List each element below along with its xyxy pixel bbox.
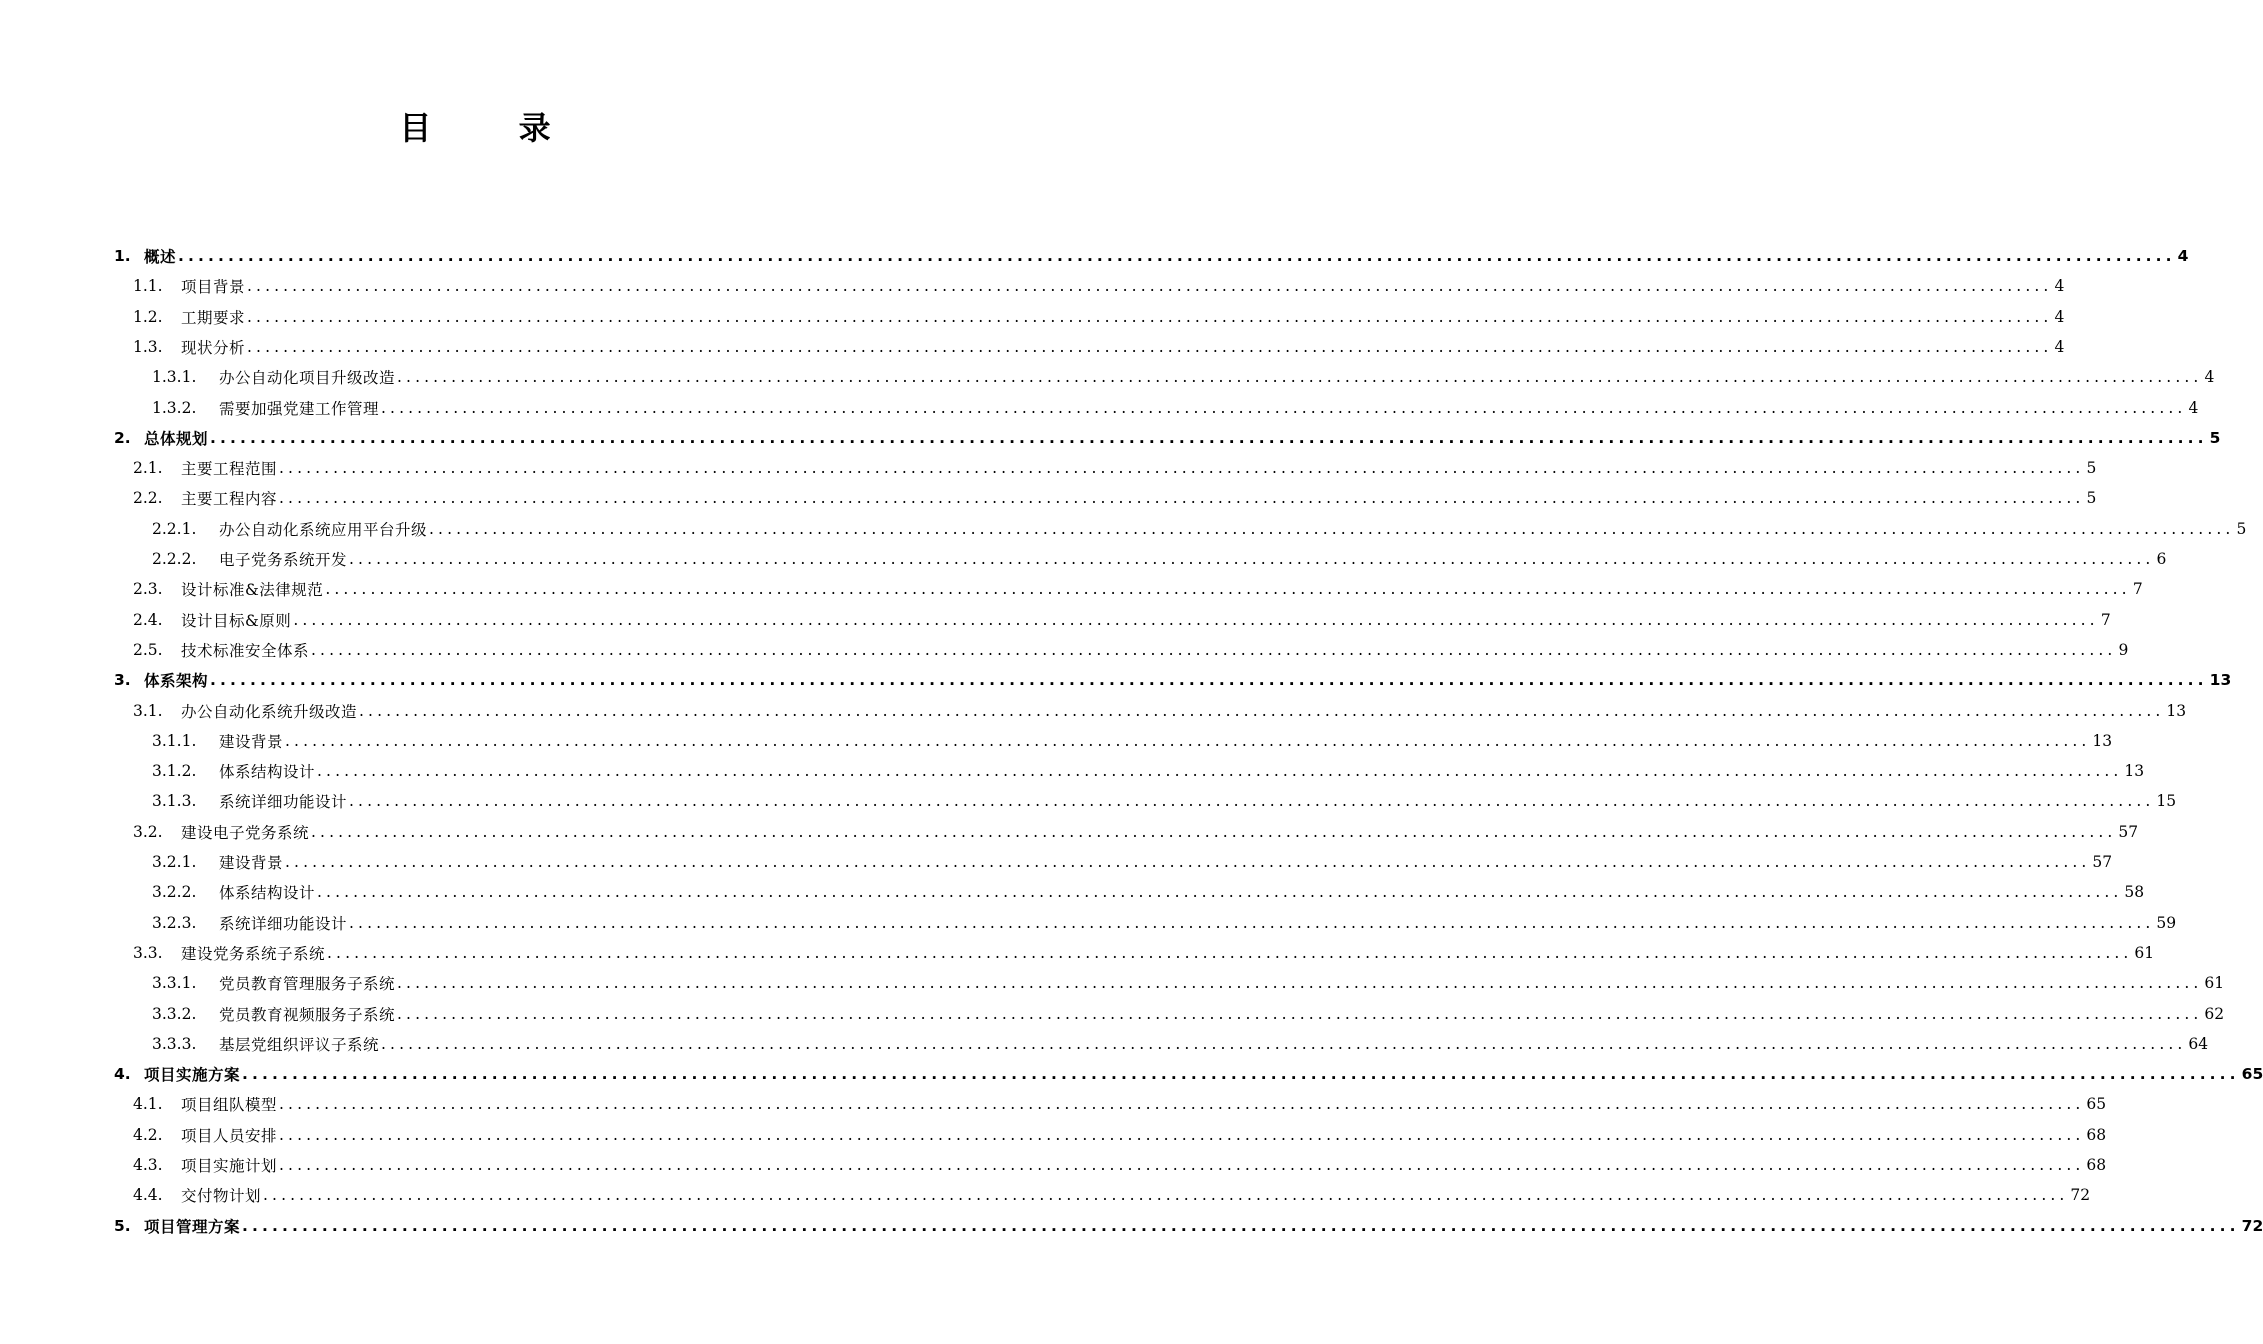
toc-entry-page-number: 5: [2236, 519, 2247, 538]
toc-entry[interactable]: [152, 786, 2177, 816]
toc-entry-label: 电子党务系统开发: [219, 551, 348, 569]
toc-entry-page-number: 72: [2241, 1216, 2263, 1235]
toc-entry[interactable]: [114, 423, 2221, 453]
toc-entry-number: 3.1.: [133, 701, 163, 720]
toc-entry-page-number: 5: [2086, 489, 2097, 508]
toc-entry-number: 3.3.2.: [152, 1004, 197, 1023]
toc-dot-leader: ........................................................................................................................................................................................................: [381, 398, 2187, 417]
toc-entry-label: 项目实施计划: [181, 1157, 278, 1175]
toc-entry-label: 设计标准&法律规范: [181, 581, 324, 600]
toc-dot-leader: ........................................................................................................................................................................................................: [285, 731, 2091, 750]
toc-dot-leader: ........................................................................................................................................................................................................: [317, 762, 2123, 781]
toc-dot-leader: ........................................................................................................................................................................................................: [279, 1125, 2085, 1144]
toc-entry-page-number: 61: [2134, 943, 2155, 962]
toc-dot-leader: ........................................................................................................................................................................................................: [263, 1186, 2069, 1205]
toc-dot-leader: ........................................................................................................................................................................................................: [210, 671, 2208, 690]
toc-entry-number: 1.3.: [133, 337, 163, 356]
toc-entry-page-number: 7: [2132, 580, 2143, 599]
toc-entry-number: 4.4.: [133, 1186, 163, 1205]
toc-entry-number: 1.3.1.: [152, 368, 197, 387]
toc-entry-number: 3.2.1.: [152, 853, 197, 871]
toc-entry-page-number: 6: [2156, 550, 2167, 568]
toc-entry-page-number: 13: [2092, 731, 2113, 750]
toc-entry[interactable]: [114, 241, 2189, 271]
toc-entry[interactable]: [133, 817, 2139, 847]
toc-entry-label: 概述: [144, 248, 177, 266]
toc-entry-number: 4.3.: [133, 1156, 163, 1174]
toc-entry-label: 办公自动化系统升级改造: [181, 702, 358, 721]
toc-entry-label: 建设背景: [219, 732, 284, 751]
toc-entry-number: 2.4.: [133, 610, 163, 629]
toc-entry[interactable]: [152, 999, 2225, 1029]
toc-entry[interactable]: [133, 332, 2065, 362]
toc-dot-leader: ........................................................................................................................................................................................................: [247, 277, 2053, 296]
toc-entry-page-number: 65: [2086, 1095, 2107, 1114]
toc-entry-page-number: 4: [2054, 307, 2065, 326]
toc-entry-label: 主要工程范围: [181, 460, 278, 479]
toc-entry-label: 项目组队模型: [181, 1096, 278, 1115]
toc-entry[interactable]: [152, 1029, 2209, 1059]
toc-entry[interactable]: [133, 453, 2097, 483]
toc-dot-leader: ........................................................................................................................................................................................................: [397, 368, 2203, 387]
toc-entry-page-number: 65: [2241, 1065, 2263, 1084]
toc-entry[interactable]: [152, 756, 2145, 786]
toc-entry-number: 2.2.1.: [152, 519, 197, 538]
toc-entry-label: 办公自动化系统应用平台升级: [219, 520, 428, 539]
toc-dot-leader: ........................................................................................................................................................................................................: [397, 1004, 2203, 1023]
toc-entry[interactable]: [152, 877, 2145, 907]
toc-entry-page-number: 9: [2118, 640, 2129, 659]
toc-dot-leader: ........................................................................................................................................................................................................: [210, 428, 2208, 447]
toc-entry-page-number: 57: [2118, 822, 2139, 841]
toc-entry-number: 5.: [114, 1216, 131, 1235]
toc-entry-label: 工期要求: [181, 308, 246, 327]
toc-entry-page-number: 4: [2054, 277, 2065, 296]
toc-entry-number: 4.2.: [133, 1125, 163, 1144]
toc-entry[interactable]: [133, 1180, 2091, 1210]
toc-entry-page-number: 4: [2204, 368, 2215, 387]
toc-entry-page-number: 61: [2204, 974, 2225, 993]
toc-entry-page-number: 59: [2156, 913, 2177, 932]
toc-dot-leader: ........................................................................................................................................................................................................: [279, 489, 2085, 508]
toc-dot-leader: ........................................................................................................................................................................................................: [311, 640, 2117, 659]
toc-entry-number: 3.3.1.: [152, 974, 197, 993]
toc-entry[interactable]: [152, 726, 2113, 756]
toc-entry[interactable]: [133, 1089, 2107, 1119]
toc-entry-number: 3.: [114, 671, 131, 690]
toc-dot-leader: ........................................................................................................................................................................................................: [397, 974, 2203, 993]
toc-entry-number: 2.1.: [133, 459, 163, 478]
toc-entry-number: 2.2.: [133, 489, 163, 508]
toc-entry[interactable]: [114, 665, 2232, 695]
toc-entry-label: 系统详细功能设计: [219, 914, 348, 933]
toc-dot-leader: ........................................................................................................................................................................................................: [317, 883, 2123, 902]
toc-entry[interactable]: [152, 968, 2225, 998]
toc-entry-page-number: 68: [2086, 1125, 2107, 1144]
toc-entry[interactable]: [133, 574, 2143, 604]
toc-entry-page-number: 7: [2100, 610, 2111, 629]
toc-entry-label: 项目管理方案: [144, 1217, 241, 1236]
toc-dot-leader: ........................................................................................................................................................................................................: [279, 1095, 2085, 1114]
toc-title: 目 录: [399, 109, 589, 147]
toc-entry-page-number: 68: [2086, 1156, 2107, 1174]
toc-entry-label: 设计目标&原则: [181, 611, 292, 630]
toc-entry-page-number: 4: [2188, 398, 2199, 417]
toc-dot-leader: ........................................................................................................................................................................................................: [279, 1156, 2085, 1174]
toc-entry-label: 体系架构: [144, 672, 209, 691]
toc-entry[interactable]: [133, 605, 2111, 635]
toc-entry-number: 1.3.2.: [152, 398, 197, 417]
toc-entry-number: 3.3.: [133, 943, 163, 962]
toc-entry-number: 2.5.: [133, 640, 163, 659]
toc-entry-label: 党员教育管理服务子系统: [219, 975, 396, 994]
toc-entry-number: 3.1.1.: [152, 731, 197, 750]
toc-dot-leader: ........................................................................................................................................................................................................: [279, 459, 2085, 478]
toc-dot-leader: ........................................................................................................................................................................................................: [242, 1065, 2240, 1084]
toc-entry[interactable]: [133, 271, 2065, 301]
toc-entry[interactable]: [133, 1120, 2107, 1150]
toc-entry-label: 基层党组织评议子系统: [219, 1035, 380, 1054]
toc-entry-page-number: 4: [2054, 337, 2065, 356]
toc-entry-label: 办公自动化项目升级改造: [219, 369, 396, 388]
toc-entry-number: 3.2.2.: [152, 883, 197, 902]
toc-entry[interactable]: [152, 908, 2177, 938]
toc-dot-leader: ........................................................................................................................................................................................................: [178, 247, 2176, 265]
toc-entry-label: 技术标准安全体系: [181, 641, 310, 660]
toc-entry-number: 3.2.: [133, 822, 163, 841]
toc-entry-label: 项目背景: [181, 278, 246, 297]
toc-entry-number: 3.2.3.: [152, 913, 197, 932]
toc-entry-number: 1.1.: [133, 277, 163, 296]
toc-entry[interactable]: [152, 393, 2199, 423]
toc-entry-page-number: 13: [2209, 671, 2232, 690]
toc-entry-number: 4.: [114, 1065, 131, 1084]
toc-entry[interactable]: [133, 302, 2065, 332]
toc-entry-page-number: 62: [2204, 1004, 2225, 1023]
toc-dot-leader: ........................................................................................................................................................................................................: [325, 580, 2131, 599]
toc-entry-label: 建设党务系统子系统: [181, 944, 326, 963]
toc-entry-page-number: 5: [2209, 428, 2221, 447]
toc-entry-label: 总体规划: [144, 429, 209, 448]
toc-entry-page-number: 5: [2086, 459, 2097, 478]
toc-entry-number: 4.1.: [133, 1095, 163, 1114]
toc-dot-leader: ........................................................................................................................................................................................................: [359, 701, 2165, 720]
toc-dot-leader: ........................................................................................................................................................................................................: [242, 1216, 2240, 1235]
toc-entry-label: 需要加强党建工作管理: [219, 399, 380, 418]
toc-entry-page-number: 64: [2188, 1034, 2209, 1053]
toc-dot-leader: ........................................................................................................................................................................................................: [349, 792, 2155, 811]
toc-entry-number: 3.3.3.: [152, 1034, 197, 1053]
toc-entry[interactable]: [133, 1150, 2107, 1180]
toc-dot-leader: ........................................................................................................................................................................................................: [349, 550, 2155, 568]
toc-entry-page-number: 57: [2092, 853, 2113, 871]
toc-entry-label: 体系结构设计: [219, 763, 316, 782]
toc-entry-page-number: 13: [2166, 701, 2187, 720]
toc-dot-leader: ........................................................................................................................................................................................................: [247, 307, 2053, 326]
toc-entry-label: 党员教育视频服务子系统: [219, 1005, 396, 1024]
toc-entry[interactable]: [133, 938, 2155, 968]
toc-entry-number: 2.: [114, 428, 131, 447]
toc-dot-leader: ........................................................................................................................................................................................................: [293, 610, 2099, 629]
toc-entry-label: 项目人员安排: [181, 1126, 278, 1145]
toc-entry-number: 3.1.2.: [152, 762, 197, 781]
toc-entry-page-number: 72: [2070, 1186, 2091, 1205]
toc-entry-number: 2.3.: [133, 580, 163, 599]
toc-entry[interactable]: [114, 1211, 2263, 1241]
toc-entry-number: 1.2.: [133, 307, 163, 326]
toc-entry-label: 建设电子党务系统: [181, 823, 310, 842]
toc-dot-leader: ........................................................................................................................................................................................................: [247, 337, 2053, 356]
toc-entry-number: 1.: [114, 247, 131, 265]
toc-entry-label: 体系结构设计: [219, 884, 316, 903]
toc-entry-page-number: 15: [2156, 792, 2177, 811]
toc-dot-leader: ........................................................................................................................................................................................................: [429, 519, 2235, 538]
toc-dot-leader: ........................................................................................................................................................................................................: [311, 822, 2117, 841]
toc-entry-page-number: 4: [2177, 247, 2189, 265]
toc-dot-leader: ........................................................................................................................................................................................................: [349, 913, 2155, 932]
toc-entry[interactable]: [152, 847, 2113, 877]
toc-dot-leader: ........................................................................................................................................................................................................: [381, 1034, 2187, 1053]
toc-dot-leader: ........................................................................................................................................................................................................: [285, 853, 2091, 871]
toc-dot-leader: ........................................................................................................................................................................................................: [327, 943, 2133, 962]
toc-entry[interactable]: [133, 635, 2129, 665]
toc-entry-page-number: 13: [2124, 762, 2145, 781]
toc-entry-label: 项目实施方案: [144, 1066, 241, 1085]
toc-entry[interactable]: [133, 483, 2097, 513]
toc-entry-label: 主要工程内容: [181, 490, 278, 509]
toc-entry[interactable]: [152, 544, 2167, 574]
toc-entry-number: 2.2.2.: [152, 550, 197, 568]
toc-entry-label: 交付物计划: [181, 1187, 262, 1206]
toc-entry-number: 3.1.3.: [152, 792, 197, 811]
toc-entry-label: 建设背景: [219, 854, 284, 872]
toc-entry-label: 系统详细功能设计: [219, 793, 348, 812]
toc-entry-page-number: 58: [2124, 883, 2145, 902]
toc-entry[interactable]: [152, 362, 2215, 392]
toc-entry-label: 现状分析: [181, 338, 246, 357]
toc-entry[interactable]: [114, 1059, 2263, 1089]
toc-entry[interactable]: [133, 696, 2187, 726]
toc-entry[interactable]: [152, 514, 2247, 544]
